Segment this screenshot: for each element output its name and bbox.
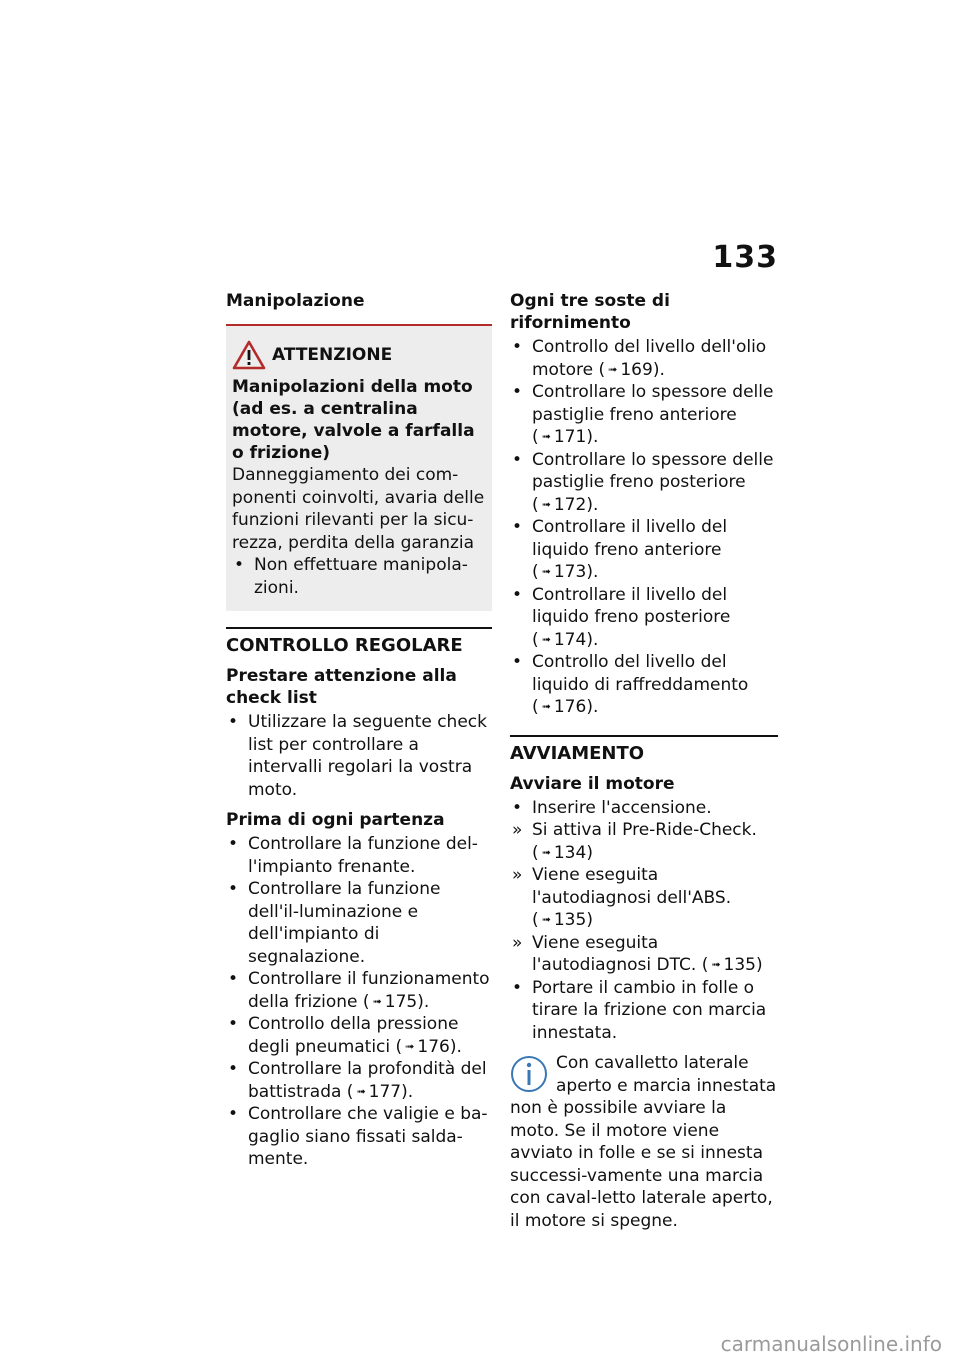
warning-title: ATTENZIONE (272, 345, 393, 365)
bullet-mark: • (228, 969, 239, 989)
page-reference-arrow-icon: ➟ (541, 430, 551, 443)
list-item-text: Controllare la funzione del-l'impianto frenante. (248, 834, 478, 877)
list-item (226, 711, 492, 801)
list-item-tail: ). (417, 991, 430, 1012)
list-item-text: Controllo del livello del liquido di raffreddamento ( (532, 652, 749, 717)
list-item (226, 968, 492, 1013)
list-item (226, 833, 492, 878)
footer-watermark: carmanualsonline.info (720, 1332, 942, 1356)
bullet-mark: » (512, 865, 523, 885)
list-item-text: Controllare lo spessore delle pastiglie freno posteriore ( (532, 449, 774, 515)
page-reference-arrow-icon: ➟ (541, 632, 551, 646)
list-item-tail: ) (586, 910, 593, 930)
bullet-mark: • (228, 1059, 239, 1079)
before-ride-list (226, 833, 492, 1171)
checklist-heading: Prestare attenzione alla check list (226, 666, 457, 708)
list-item (510, 864, 778, 932)
bullet-mark: » (512, 820, 523, 840)
bullet-mark: • (512, 337, 523, 357)
page-reference-arrow-icon: ➟ (608, 362, 618, 376)
list-item-tail: ) (756, 955, 763, 975)
list-item-tail: ). (586, 697, 599, 717)
page-reference-arrow-icon: ➟ (405, 1039, 415, 1053)
list-item-tail: ). (586, 562, 599, 582)
list-item-text: Controllare la profondità del battistrada ( (248, 1059, 487, 1102)
page-reference-arrow-icon: ➟ (541, 845, 551, 859)
list-item-text: Controllare il funzionamento della frizione ( (248, 969, 490, 1012)
list-item (510, 651, 778, 719)
page-reference[interactable]: 174 (553, 629, 587, 650)
page-reference[interactable]: 172 (553, 494, 587, 515)
info-note (510, 1052, 778, 1232)
list-item (510, 449, 778, 517)
page-reference-arrow-icon: ➟ (372, 994, 382, 1008)
warning-header (232, 340, 486, 370)
checklist-list (226, 711, 492, 801)
list-item (510, 336, 778, 381)
bullet-mark: • (512, 517, 523, 537)
bullet-mark: • (228, 879, 239, 899)
list-item-tail: ). (586, 494, 599, 515)
page-reference[interactable]: 176 (553, 697, 587, 717)
bullet-mark: • (228, 1014, 239, 1034)
before-ride-heading: Prima di ogni partenza (226, 810, 445, 830)
list-item-text: Utilizzare la seguente check list per controllare a intervalli regolari la vostra moto. (248, 712, 487, 800)
refuel-list (510, 336, 778, 719)
list-item (510, 381, 778, 449)
bullet-mark: • (512, 977, 523, 998)
list-item-tail: ). (586, 427, 599, 447)
list-item-text: Controllare che valigie e ba-gaglio siano fissati salda-mente. (248, 1104, 488, 1169)
page-reference[interactable]: 135 (553, 910, 587, 930)
warning-subtitle: Manipolazioni della moto (ad es. a centralina motore, valvole a farfalla o frizione) (232, 377, 475, 463)
warning-text: Danneggiamento dei com-ponenti coinvolti, avaria delle funzioni rilevanti per la sicu-rezza, perdita della garanzia (232, 465, 485, 553)
page-reference-arrow-icon: ➟ (541, 700, 551, 713)
bullet-mark: • (512, 382, 523, 402)
page-reference[interactable]: 134 (553, 842, 587, 863)
list-item-tail: ). (449, 1036, 462, 1057)
manipulation-heading: Manipolazione (226, 291, 365, 311)
list-item-tail: ) (586, 842, 593, 863)
regular-check-title: CONTROLLO REGOLARE (226, 635, 463, 656)
info-text: Con cavalletto laterale aperto e marcia innestata non è possibile avviare la moto. Se il motore viene avviato in folle e se si innesta successi-vamente una marcia con caval-letto laterale aperto, il motore si spegne. (510, 1053, 777, 1231)
warning-bullet-text: Non effettuare manipola-zioni. (254, 555, 468, 598)
list-item (510, 819, 778, 864)
page-reference[interactable]: 177 (368, 1081, 402, 1102)
list-item-text: Controllare lo spessore delle pastiglie freno anteriore ( (532, 382, 774, 447)
list-item (226, 1058, 492, 1103)
page-reference[interactable]: 171 (553, 427, 587, 447)
bullet-mark: • (512, 797, 523, 818)
list-item (510, 584, 778, 652)
list-item-text: Controllare il livello del liquido freno posteriore ( (532, 584, 731, 650)
list-item-text: Viene eseguita l'autodiagnosi DTC. ( (532, 932, 709, 975)
list-item-tail: ). (401, 1081, 414, 1102)
list-item-text: Controllare la funzione dell'il-luminazione e dell'impianto di segnalazione. (248, 879, 441, 967)
list-item-text: Portare il cambio in folle o tirare la frizione con marcia innestata. (532, 977, 767, 1043)
list-item-text: Controllo della pressione degli pneumatici ( (248, 1014, 459, 1057)
start-heading: Avviare il motore (510, 773, 675, 794)
page-reference[interactable]: 169 (620, 359, 653, 380)
list-item (510, 977, 778, 1045)
list-item-text: Controllo del livello dell'olio motore ( (532, 337, 767, 380)
list-item-text: Inserire l'accensione. (532, 797, 712, 818)
list-item (226, 1013, 492, 1058)
warning-box (226, 324, 492, 611)
list-item (226, 1103, 492, 1171)
list-item (510, 797, 778, 820)
info-icon (510, 1054, 548, 1094)
start-steps-list (510, 797, 778, 1045)
right-column (510, 290, 778, 1232)
list-item (226, 878, 492, 968)
bullet-mark: • (228, 1104, 239, 1124)
left-column (226, 290, 492, 1179)
list-item-text: Controllare il livello del liquido freno anteriore ( (532, 517, 728, 582)
page-reference[interactable]: 173 (553, 562, 587, 582)
list-item (510, 516, 778, 584)
page-reference[interactable]: 175 (384, 991, 418, 1012)
list-item-tail: ). (586, 629, 599, 650)
list-item (510, 932, 778, 977)
page-reference-arrow-icon: ➟ (541, 565, 551, 578)
bullet-mark: • (512, 449, 523, 470)
list-item-tail: ). (652, 359, 665, 380)
start-section-title: AVVIAMENTO (510, 742, 645, 764)
page-number: 133 (712, 240, 778, 275)
bullet-mark: • (512, 584, 523, 605)
page-reference[interactable]: 135 (723, 955, 756, 975)
page-reference-arrow-icon: ➟ (541, 913, 551, 926)
warning-triangle-icon (232, 340, 266, 370)
bullet-mark: • (228, 712, 239, 732)
bullet-mark: » (512, 932, 523, 953)
page-reference[interactable]: 176 (417, 1036, 450, 1057)
warning-bullet: • Non effettuare manipola-zioni. (234, 555, 468, 598)
list-item-text: Si attiva il Pre-Ride-Check. ( (532, 820, 757, 863)
page-reference-arrow-icon: ➟ (356, 1084, 366, 1098)
page-reference-arrow-icon: ➟ (541, 497, 551, 511)
page-reference-arrow-icon: ➟ (711, 958, 721, 971)
list-item-text: Viene eseguita l'autodiagnosi dell'ABS. ( (532, 865, 732, 930)
refuel-heading: Ogni tre soste di rifornimento (510, 291, 670, 333)
bullet-mark: • (228, 834, 239, 854)
bullet-mark: • (512, 652, 523, 672)
